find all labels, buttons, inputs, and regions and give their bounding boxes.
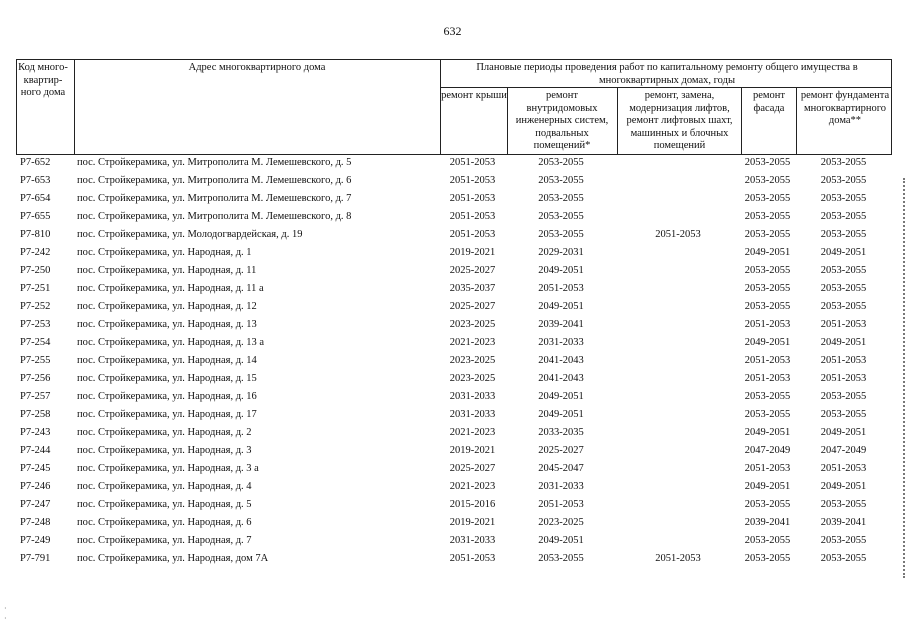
cell-code: Р7-250: [20, 265, 51, 276]
cell-roof: 2025-2027: [449, 301, 496, 312]
cell-facade: 2049-2051: [744, 427, 791, 438]
cell-code: Р7-254: [20, 337, 51, 348]
cell-address: пос. Стройкерамика, ул. Народная, д. 13: [77, 319, 257, 330]
cell-foundation: 2051-2053: [820, 463, 867, 474]
cell-address: пос. Стройкерамика, ул. Народная, д. 1: [77, 247, 252, 258]
cell-engineering: 2053-2055: [538, 157, 584, 168]
cell-facade: 2053-2055: [744, 553, 791, 564]
cell-facade: 2053-2055: [744, 283, 791, 294]
cell-engineering: 2049-2051: [538, 409, 584, 420]
table-row: [16, 407, 892, 425]
cell-facade: 2053-2055: [744, 211, 791, 222]
cell-engineering: 2049-2051: [538, 301, 584, 312]
cell-engineering: 2031-2033: [538, 337, 584, 348]
cell-foundation: 2049-2051: [820, 427, 867, 438]
table-row: [16, 281, 892, 299]
cell-facade: 2053-2055: [744, 229, 791, 240]
table-header: [16, 59, 892, 155]
cell-address: пос. Стройкерамика, ул. Народная, д. 3: [77, 445, 252, 456]
cell-foundation: 2049-2051: [820, 337, 867, 348]
cell-foundation: 2053-2055: [820, 535, 867, 546]
cell-address: пос. Стройкерамика, ул. Народная, д. 14: [77, 355, 257, 366]
table-row: [16, 551, 892, 569]
cell-address: пос. Стройкерамика, ул. Народная, д. 4: [77, 481, 252, 492]
cell-roof: 2051-2053: [449, 211, 496, 222]
cell-roof: 2023-2025: [449, 373, 496, 384]
cell-code: Р7-252: [20, 301, 51, 312]
cell-code: Р7-243: [20, 427, 51, 438]
cell-foundation: 2053-2055: [820, 229, 867, 240]
cell-foundation: 2053-2055: [820, 283, 867, 294]
cell-facade: 2053-2055: [744, 391, 791, 402]
cell-engineering: 2049-2051: [538, 535, 584, 546]
table-row: [16, 317, 892, 335]
cell-lifts: 2051-2053: [655, 553, 701, 564]
table-row: [16, 497, 892, 515]
cell-roof: 2019-2021: [449, 445, 496, 456]
table-row: [16, 299, 892, 317]
cell-roof: 2031-2033: [449, 391, 496, 402]
table-row: [16, 155, 892, 173]
cell-engineering: 2051-2053: [538, 283, 584, 294]
cell-engineering: 2031-2033: [538, 481, 584, 492]
cell-address: пос. Стройкерамика, ул. Народная, д. 11 а: [77, 283, 264, 294]
table-row: [16, 479, 892, 497]
cell-address: пос. Стройкерамика, ул. Народная, д. 11: [77, 265, 257, 276]
cell-address: пос. Стройкерамика, ул. Народная, д. 16: [77, 391, 257, 402]
cell-code: Р7-256: [20, 373, 51, 384]
cell-facade: 2053-2055: [744, 301, 791, 312]
cell-code: Р7-247: [20, 499, 51, 510]
cell-foundation: 2049-2051: [820, 247, 867, 258]
cell-facade: 2049-2051: [744, 247, 791, 258]
cell-roof: 2051-2053: [449, 193, 496, 204]
cell-roof: 2025-2027: [449, 463, 496, 474]
cell-address: пос. Стройкерамика, ул. Народная, д. 12: [77, 301, 257, 312]
cell-engineering: 2053-2055: [538, 175, 584, 186]
cell-engineering: 2053-2055: [538, 193, 584, 204]
cell-engineering: 2053-2055: [538, 211, 584, 222]
table-row: [16, 443, 892, 461]
cell-engineering: 2041-2043: [538, 355, 584, 366]
cell-roof: 2019-2021: [449, 247, 496, 258]
cell-engineering: 2051-2053: [538, 499, 584, 510]
cell-engineering: 2025-2027: [538, 445, 584, 456]
cell-engineering: 2049-2051: [538, 391, 584, 402]
header-facade: ремонт фасада: [752, 90, 785, 114]
cell-address: пос. Стройкерамика, ул. Народная, д. 5: [77, 499, 252, 510]
cell-engineering: 2053-2055: [538, 553, 584, 564]
cell-address: пос. Стройкерамика, ул. Народная, д. 2: [77, 427, 252, 438]
cell-facade: 2053-2055: [744, 535, 791, 546]
header-engineering: ремонт внутридомовых инженерных систем, подвальных помещений*: [515, 90, 609, 151]
header-foundation: ремонт фундамента многоквартирного дома**: [800, 90, 890, 126]
cell-roof: 2031-2033: [449, 535, 496, 546]
table-row: [16, 191, 892, 209]
cell-code: Р7-253: [20, 319, 51, 330]
cell-engineering: 2023-2025: [538, 517, 584, 528]
cell-engineering: 2053-2055: [538, 229, 584, 240]
cell-roof: 2021-2023: [449, 427, 496, 438]
cell-facade: 2053-2055: [744, 175, 791, 186]
table-row: [16, 173, 892, 191]
cell-foundation: 2053-2055: [820, 301, 867, 312]
cell-code: Р7-791: [20, 553, 51, 564]
cell-roof: 2051-2053: [449, 175, 496, 186]
cell-roof: 2023-2025: [449, 319, 496, 330]
table-row: [16, 425, 892, 443]
cell-engineering: 2041-2043: [538, 373, 584, 384]
table-body: [16, 155, 892, 569]
cell-foundation: 2053-2055: [820, 409, 867, 420]
cell-engineering: 2045-2047: [538, 463, 584, 474]
table-row: [16, 371, 892, 389]
cell-roof: 2051-2053: [449, 229, 496, 240]
cell-foundation: 2053-2055: [820, 499, 867, 510]
header-periods: Плановые периоды проведения работ по капитальному ремонту общего имущества в многоквартирных домах, годы: [476, 62, 858, 86]
table-row: [16, 245, 892, 263]
cell-address: пос. Стройкерамика, ул. Народная, д. 7: [77, 535, 252, 546]
cell-facade: 2051-2053: [744, 373, 791, 384]
table-row: [16, 461, 892, 479]
cell-address: пос. Стройкерамика, ул. Народная, д. 6: [77, 517, 252, 528]
cell-foundation: 2047-2049: [820, 445, 867, 456]
cell-code: Р7-249: [20, 535, 51, 546]
header-code: Код много-квартир-ного дома: [18, 62, 68, 98]
table-row: [16, 353, 892, 371]
table-row: [16, 389, 892, 407]
header-roof: ремонт крыши: [441, 90, 507, 101]
header-divider: [507, 87, 508, 154]
cell-code: Р7-655: [20, 211, 51, 222]
cell-foundation: 2051-2053: [820, 373, 867, 384]
cell-code: Р7-654: [20, 193, 51, 204]
cell-roof: 2031-2033: [449, 409, 496, 420]
cell-roof: 2021-2023: [449, 337, 496, 348]
table-row: [16, 227, 892, 245]
cell-facade: 2051-2053: [744, 463, 791, 474]
cell-foundation: 2039-2041: [820, 517, 867, 528]
cell-roof: 2025-2027: [449, 265, 496, 276]
cell-code: Р7-246: [20, 481, 51, 492]
table-row: [16, 263, 892, 281]
cell-roof: 2023-2025: [449, 355, 496, 366]
cell-lifts: 2051-2053: [655, 229, 701, 240]
cell-code: Р7-255: [20, 355, 51, 366]
cell-roof: 2019-2021: [449, 517, 496, 528]
cell-roof: 2051-2053: [449, 553, 496, 564]
cell-facade: 2051-2053: [744, 355, 791, 366]
cell-facade: 2049-2051: [744, 481, 791, 492]
cell-engineering: 2029-2031: [538, 247, 584, 258]
header-address: Адрес многоквартирного дома: [188, 62, 326, 73]
page-number: 632: [443, 24, 462, 38]
cell-roof: 2021-2023: [449, 481, 496, 492]
cell-foundation: 2053-2055: [820, 175, 867, 186]
cell-foundation: 2049-2051: [820, 481, 867, 492]
cell-code: Р7-257: [20, 391, 51, 402]
cell-code: Р7-245: [20, 463, 51, 474]
cell-code: Р7-653: [20, 175, 51, 186]
cell-foundation: 2051-2053: [820, 355, 867, 366]
cell-code: Р7-242: [20, 247, 51, 258]
cell-address: пос. Стройкерамика, ул. Народная, дом 7А: [77, 553, 269, 564]
cell-foundation: 2053-2055: [820, 553, 867, 564]
cell-code: Р7-652: [20, 157, 51, 168]
cell-foundation: 2053-2055: [820, 211, 867, 222]
cell-code: Р7-248: [20, 517, 51, 528]
cell-facade: 2049-2051: [744, 337, 791, 348]
cell-foundation: 2051-2053: [820, 319, 867, 330]
cell-facade: 2051-2053: [744, 319, 791, 330]
cell-address: пос. Стройкерамика, ул. Народная, д. 15: [77, 373, 257, 384]
cell-address: пос. Стройкерамика, ул. Митрополита М. Лемешевского, д. 7: [77, 193, 352, 204]
cell-address: пос. Стройкерамика, ул. Митрополита М. Лемешевского, д. 6: [77, 175, 352, 186]
cell-address: пос. Стройкерамика, ул. Народная, д. 3 а: [77, 463, 259, 474]
cell-roof: 2051-2053: [449, 157, 496, 168]
cell-roof: 2035-2037: [449, 283, 496, 294]
header-divider: [440, 60, 441, 154]
cell-address: пос. Стройкерамика, ул. Народная, д. 13 а: [77, 337, 265, 348]
cell-code: Р7-258: [20, 409, 51, 420]
table-row: [16, 515, 892, 533]
scan-artifact: · ·: [4, 604, 7, 623]
cell-address: пос. Стройкерамика, ул. Народная, д. 17: [77, 409, 257, 420]
header-lifts: ремонт, замена, модернизация лифтов, ремонт лифтовых шахт, машинных и блочных помещений: [626, 90, 733, 151]
cell-code: Р7-244: [20, 445, 51, 456]
cell-foundation: 2053-2055: [820, 157, 867, 168]
cell-foundation: 2053-2055: [820, 193, 867, 204]
cell-address: пос. Стройкерамика, ул. Митрополита М. Лемешевского, д. 5: [77, 157, 352, 168]
cell-engineering: 2039-2041: [538, 319, 584, 330]
cell-foundation: 2053-2055: [820, 391, 867, 402]
cell-engineering: 2033-2035: [538, 427, 584, 438]
cell-roof: 2015-2016: [449, 499, 496, 510]
cell-facade: 2047-2049: [744, 445, 791, 456]
cell-engineering: 2049-2051: [538, 265, 584, 276]
cell-facade: 2053-2055: [744, 157, 791, 168]
cell-foundation: 2053-2055: [820, 265, 867, 276]
scan-edge-marks: [900, 178, 905, 578]
cell-facade: 2053-2055: [744, 409, 791, 420]
cell-facade: 2053-2055: [744, 193, 791, 204]
table-row: [16, 335, 892, 353]
table-row: [16, 533, 892, 551]
cell-facade: 2039-2041: [744, 517, 791, 528]
cell-facade: 2053-2055: [744, 265, 791, 276]
table-row: [16, 209, 892, 227]
cell-code: Р7-810: [20, 229, 51, 240]
cell-code: Р7-251: [20, 283, 51, 294]
cell-address: пос. Стройкерамика, ул. Митрополита М. Лемешевского, д. 8: [77, 211, 352, 222]
cell-address: пос. Стройкерамика, ул. Молодогвардейская, д. 19: [77, 229, 303, 240]
cell-facade: 2053-2055: [744, 499, 791, 510]
